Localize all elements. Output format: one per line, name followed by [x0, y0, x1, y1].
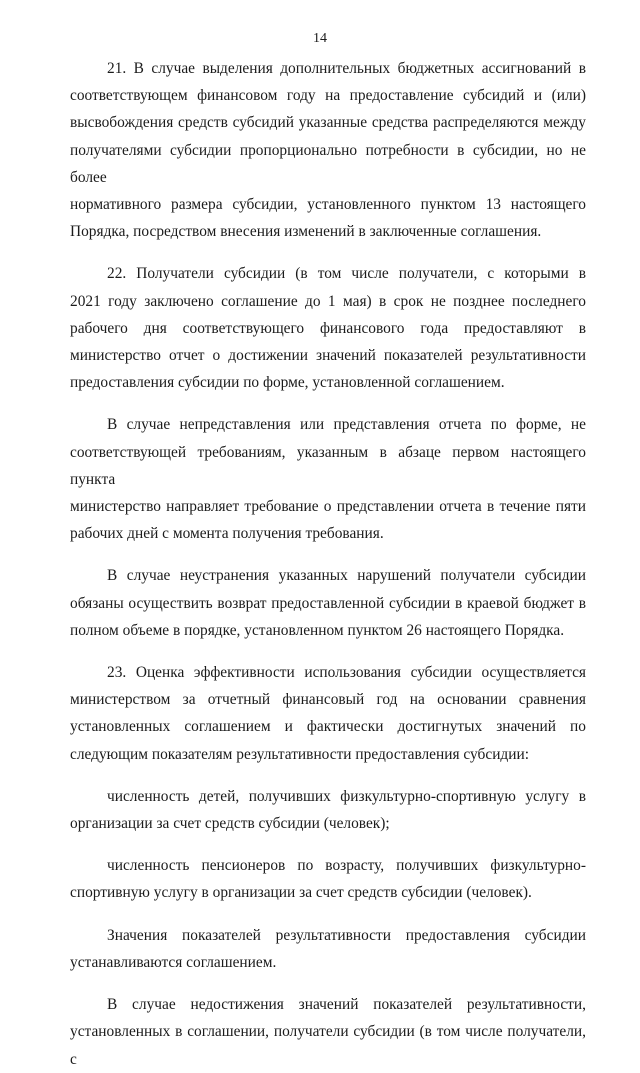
text-line: 22. Получатели субсидии (в том числе получатели, с которыми в	[107, 265, 586, 283]
text-line: предоставления субсидии по форме, установленной соглашением.	[70, 374, 505, 392]
text-line: установленных соглашением и фактически достигнутых значений по	[70, 718, 586, 736]
text-line: министерство отчет о достижении значений показателей результативности	[70, 347, 586, 365]
text-line: В случае недостижения значений показателей результативности,	[107, 996, 586, 1014]
text-line: организации за счет средств субсидии (человек);	[70, 815, 390, 833]
text-line: устанавливаются соглашением.	[70, 953, 277, 971]
text-line: следующим показателям результативности предоставления субсидии:	[70, 745, 530, 763]
text-line: установленных в соглашении, получатели субсидии (в том числе получатели, с	[70, 1023, 586, 1068]
text-line: соответствующей требованиям, указанным в абзаце первом настоящего пункта	[70, 443, 586, 488]
paragraph	[70, 659, 586, 768]
text-line: полном объеме в порядке, установленном пунктом 26 настоящего Порядка.	[70, 621, 565, 639]
paragraph	[70, 991, 586, 1073]
text-line: В случае непредставления или представления отчета по форме, не	[107, 416, 586, 434]
text-line: рабочих дней с момента получения требования.	[70, 525, 384, 543]
text-line: В случае неустранения указанных нарушений получатели субсидии	[107, 567, 586, 585]
text-line: Порядка, посредством внесения изменений в заключенные соглашения.	[70, 223, 542, 241]
paragraph	[70, 852, 586, 906]
text-line: 2021 году заключено соглашение до 1 мая) в срок не позднее последнего	[70, 292, 586, 310]
text-line: министерство направляет требование о представлении отчета в течение пяти	[70, 498, 586, 516]
text-line: соответствующем финансовом году на предоставление субсидий и (или)	[70, 87, 586, 105]
text-line: высвобождения средств субсидий указанные средства распределяются между	[70, 114, 586, 132]
text-line: министерством за отчетный финансовый год на основании сравнения	[70, 691, 586, 709]
text-line: обязаны осуществить возврат предоставленной субсидии в краевой бюджет в	[70, 594, 586, 612]
text-line: спортивную услугу в организации за счет средств субсидии (человек).	[70, 884, 532, 902]
document-body	[70, 55, 586, 1073]
text-line: 21. В случае выделения дополнительных бюджетных ассигнований в	[107, 60, 586, 77]
text-line: получателями субсидии пропорционально потребности в субсидии, но не более	[70, 141, 586, 186]
page-number: 14	[313, 31, 327, 46]
text-line: нормативного размера субсидии, установленного пунктом 13 настоящего	[70, 196, 586, 214]
paragraph	[70, 922, 586, 976]
text-line: численность детей, получивших физкультурно-спортивную услугу в	[107, 787, 586, 805]
text-line: 23. Оценка эффективности использования субсидии осуществляется	[107, 664, 586, 682]
text-line: Значения показателей результативности предоставления субсидии	[107, 926, 586, 944]
text-line: численность пенсионеров по возрасту, получивших физкультурно-	[107, 857, 586, 875]
paragraph	[70, 411, 586, 547]
paragraph	[70, 55, 586, 245]
paragraph	[70, 783, 586, 837]
text-line: рабочего дня соответствующего финансового года предоставляют в	[70, 319, 586, 337]
paragraph	[70, 562, 586, 644]
paragraph	[70, 260, 586, 396]
